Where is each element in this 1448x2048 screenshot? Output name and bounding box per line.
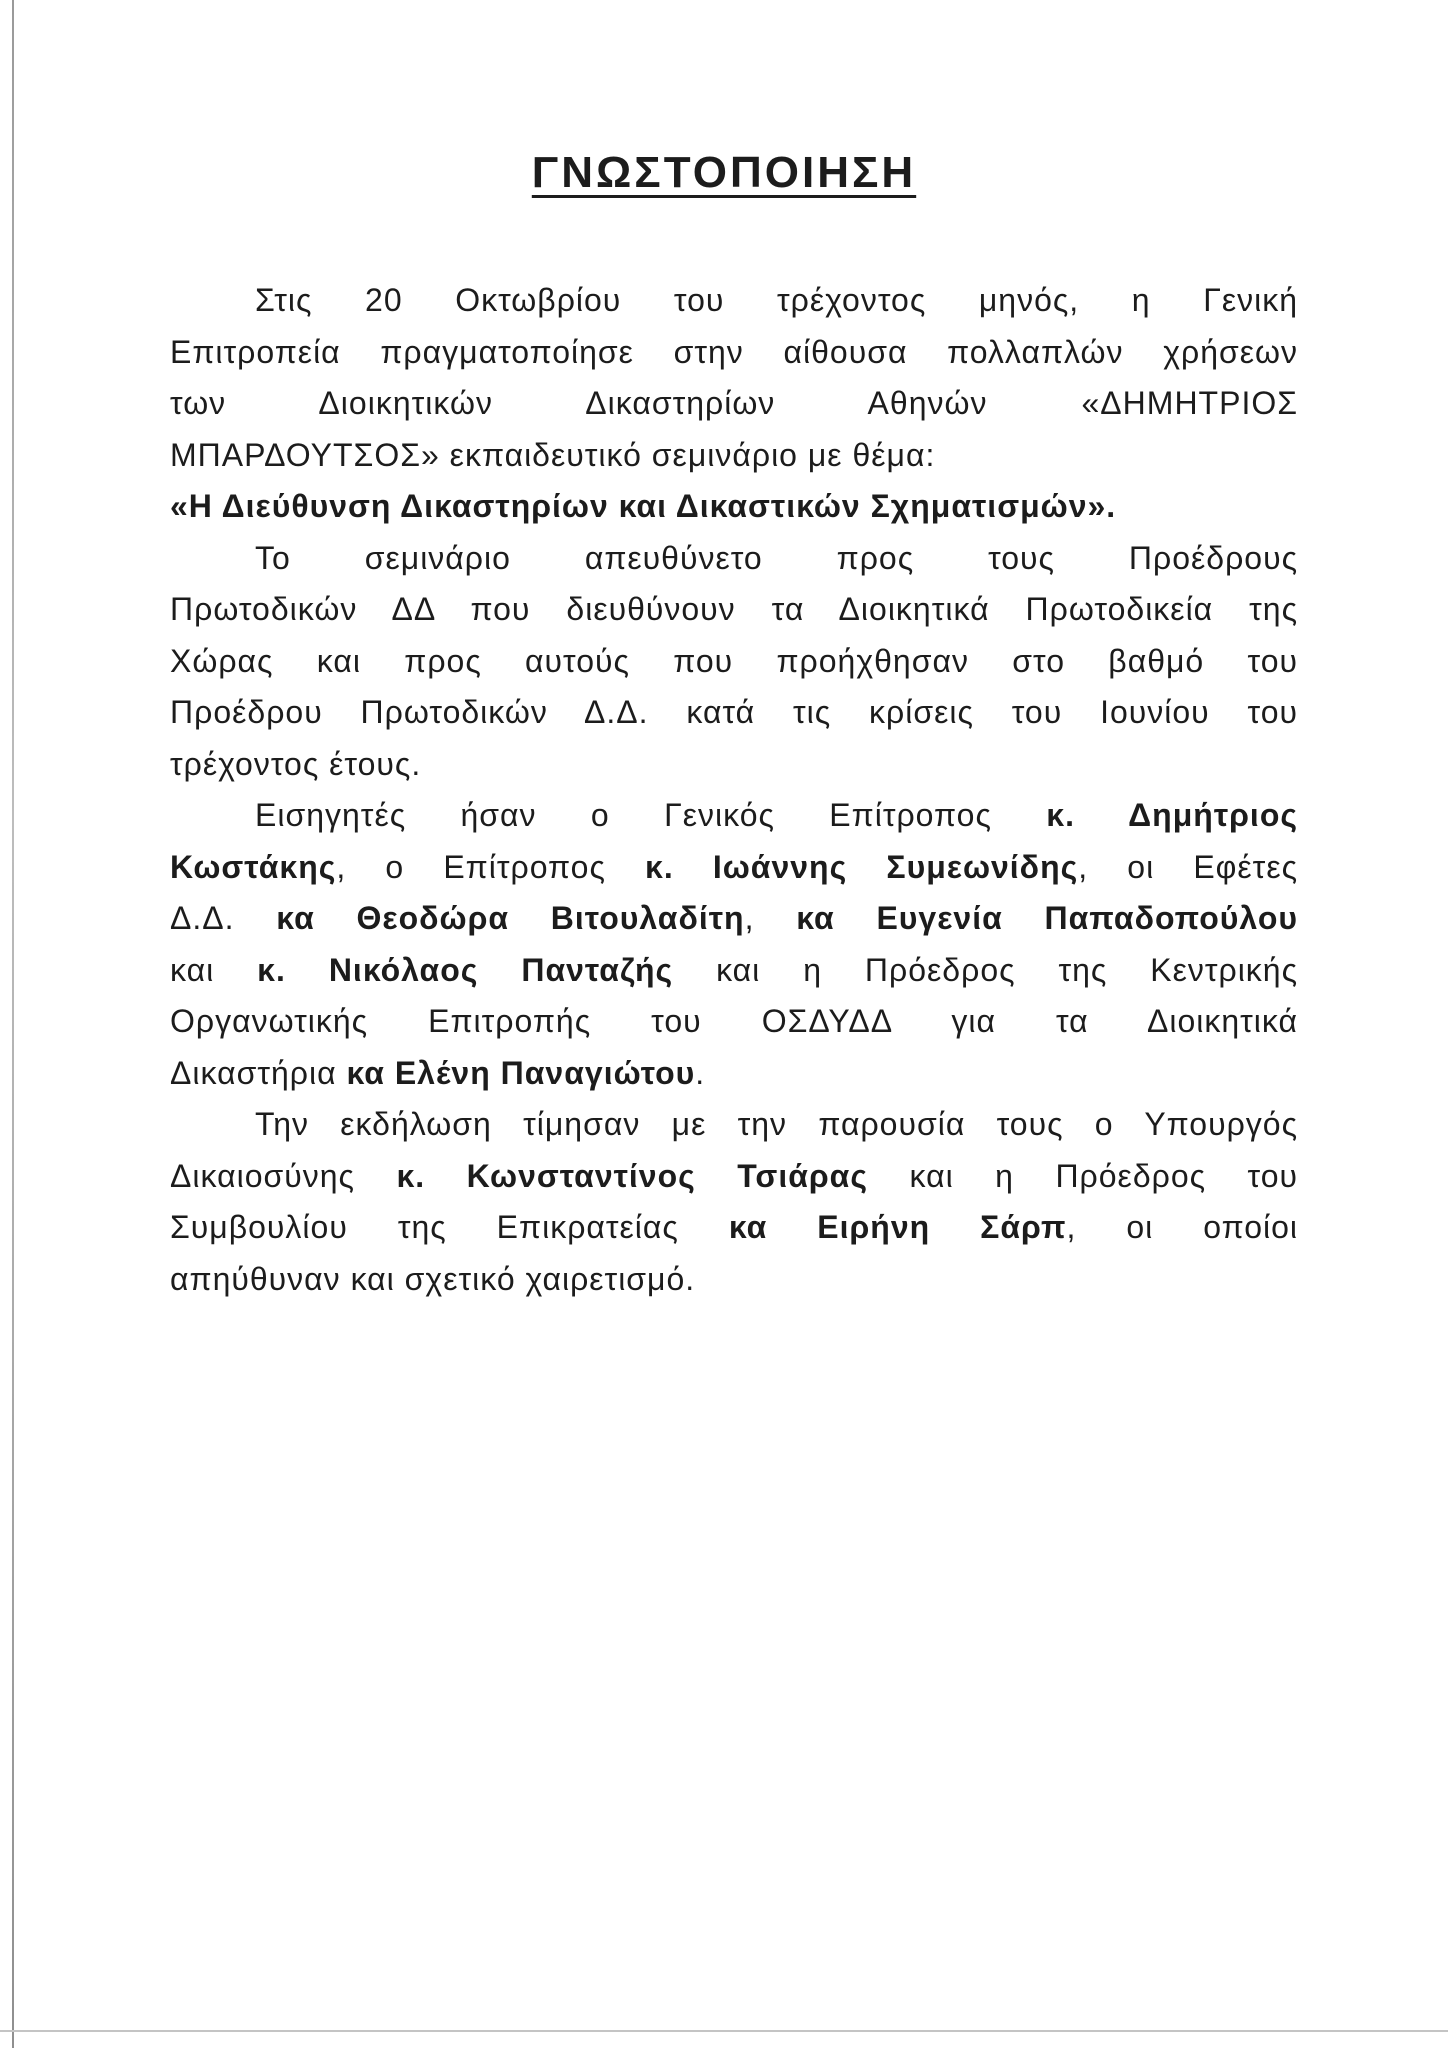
paragraph-2-line-5: τρέχοντος έτους. xyxy=(170,745,422,782)
president-name: κα Ειρήνη Σάρπ xyxy=(728,1209,1067,1245)
paragraph-1-line-4: ΜΠΑΡΔΟΥΤΣΟΣ» εκπαιδευτικό σεμινάριο με θέμα: xyxy=(170,436,936,473)
speaker-name-3: κα Θεοδώρα Βιτουλαδίτη xyxy=(276,900,745,936)
paragraph-2-line-1: Το σεμινάριο απευθύνετο προς τους Προέδρους xyxy=(255,539,1298,576)
relative-clause: , οι οποίοι xyxy=(1066,1209,1299,1245)
scan-edge-left xyxy=(12,0,14,2048)
speaker-name-4: κα Ευγενία Παπαδοπούλου xyxy=(796,900,1299,936)
scan-edge-bottom xyxy=(0,2030,1448,2032)
speaker-role-6-cont: Δικαστήρια xyxy=(170,1054,347,1091)
paragraph-1-line-3: των Διοικητικών Δικαστηρίων Αθηνών «ΔΗΜΗΤΡΙΟΣ xyxy=(170,385,1298,421)
speaker-role-6: και η Πρόεδρος της Κεντρικής xyxy=(673,951,1299,988)
paragraph-3-line-1 xyxy=(170,790,1298,842)
speaker-name-5: κ. Νικόλαος Πανταζής xyxy=(257,951,674,988)
speaker-name-1-last: Κωστάκης xyxy=(170,848,337,885)
paragraph-4-line-4: απηύθυναν και σχετικό χαιρετισμό. xyxy=(170,1260,696,1297)
paragraph-4-line-3 xyxy=(170,1202,1298,1254)
paragraph-3-line-3 xyxy=(170,893,1298,945)
speaker-name-6: κα Ελένη Παναγιώτου xyxy=(346,1054,696,1091)
paragraph-1-line-2: Επιτροπεία πραγματοποίησε στην αίθουσα πολλαπλών χρήσεων xyxy=(170,333,1298,370)
document-body xyxy=(170,275,1298,1305)
council-name: Συμβουλίου της Επικρατείας xyxy=(170,1209,729,1245)
conjunction-text: και xyxy=(170,951,258,988)
minister-title: Δικαιοσύνης xyxy=(170,1157,397,1194)
paragraph-4-line-1: Την εκδήλωση τίμησαν με την παρουσία τους ο Υπουργός xyxy=(255,1106,1298,1142)
seminar-topic: «Η Διεύθυνση Δικαστηρίων και Δικαστικών Σχηματισμών». xyxy=(170,488,1117,524)
paragraph-3-line-4 xyxy=(170,945,1298,997)
speaker-role-3: , οι Εφέτες xyxy=(1078,848,1299,885)
speakers-intro-text: Εισηγητές ήσαν ο Γενικός Επίτροπος xyxy=(255,797,1047,833)
paragraph-3-line-2 xyxy=(170,842,1298,894)
paragraph-1-line-1: Στις 20 Οκτωβρίου του τρέχοντος μηνός, η Γενική xyxy=(255,282,1298,318)
paragraph-4-line-2 xyxy=(170,1151,1298,1203)
speaker-name-1-first: κ. Δημήτριος xyxy=(1046,797,1299,833)
document-title: ΓΝΩΣΤΟΠΟΙΗΣΗ xyxy=(531,148,917,197)
paragraph-2-line-2: Πρωτοδικών ΔΔ που διευθύνουν τα Διοικητικά Πρωτοδικεία της xyxy=(170,591,1298,627)
speaker-role-3-cont: Δ.Δ. xyxy=(170,900,277,936)
minister-name: κ. Κωνσταντίνος Τσιάρας xyxy=(396,1157,868,1194)
paragraph-3-line-5: Οργανωτικής Επιτροπής του ΟΣΔΥΔΔ για τα Διοικητικά xyxy=(170,1003,1298,1039)
paragraph-2-line-3: Χώρας και προς αυτούς που προήχθησαν στο βαθμό του xyxy=(170,642,1298,679)
speaker-name-2: κ. Ιωάννης Συμεωνίδης xyxy=(645,848,1079,885)
speaker-role-2: , ο Επίτροπος xyxy=(336,848,646,885)
paragraph-3-line-6 xyxy=(170,1048,1298,1100)
president-intro: και η Πρόεδρος του xyxy=(868,1157,1299,1194)
sentence-end: . xyxy=(695,1054,706,1091)
paragraph-2-line-4: Προέδρου Πρωτοδικών Δ.Δ. κατά τις κρίσεις του Ιουνίου του xyxy=(170,694,1298,730)
separator-comma: , xyxy=(744,900,797,936)
